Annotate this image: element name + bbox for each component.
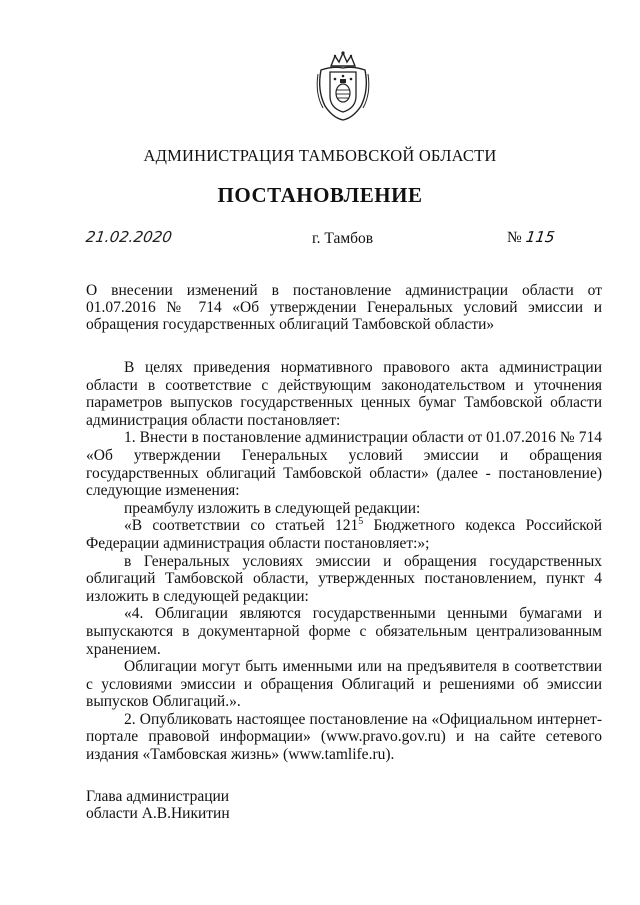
organization-title: АДМИНИСТРАЦИЯ ТАМБОВСКОЙ ОБЛАСТИ [143,146,497,165]
preamble-text-start: «В соответствии со статьей 121 [124,517,359,535]
paragraph-general-conditions: в Генеральных условиях эмиссии и обращения государственных облигаций Тамбовской области, утвержденных постановлением, пункт 4 изложить в следующей редакции: [86,552,602,605]
document-type-heading: ПОСТАНОВЛЕНИЕ [217,183,423,207]
signature-name: области А.В.Никитин [86,805,230,822]
paragraph-bonds-type: Облигации могут быть именными или на предъявителя в соответствии с условиями эмиссии и обращения Облигаций и решениями об эмиссии выпусков Облигаций.». [86,658,602,711]
paragraph-item-2: 2. Опубликовать настоящее постановление на «Официальном интернет-портале правовой информации» (www.pravo.gov.ru) и на сайте сетевого издания «Тамбовская жизнь» (www.tamlife.ru). [86,710,602,764]
handwritten-date: 21.02.2020 [84,228,174,246]
number-prefix: № [507,229,522,246]
paragraph-item-1: 1. Внести в постановление администрации области от 01.07.2016 № 714 «Об утверждении Генеральных условий эмиссии и обращения государственных облигаций Тамбовской области» (далее - постановление) следующие изменения: [86,429,602,500]
paragraph-preamble: В целях приведения нормативного правового акта администрации области в соответствие с действующим законодательством и уточнения параметров выпусков государственных ценных бумаг Тамбовской области администрация области постановляет: [86,359,602,429]
signature-position: Глава администрации [86,788,230,805]
document-body [86,359,602,764]
document-subject: О внесении изменений в постановление администрации области от 01.07.2016 № 714 «Об утверждении Генеральных условий эмиссии и обращения государственных облигаций Тамбовской области» [86,282,602,333]
paragraph-preamble-text [86,517,602,552]
document-number [507,228,554,247]
handwritten-number: 115 [524,228,556,246]
signature-block [86,788,230,822]
paragraph-preamble-change: преамбулу изложить в следующей редакции: [124,499,421,517]
city-label: г. Тамбов [312,230,374,247]
coat-of-arms-icon [313,50,373,122]
article-superscript: 5 [358,516,364,528]
preamble-text-end: Бюджетного кодекса Российской Федерации администрация области постановляет:»; [86,517,603,552]
paragraph-point-4: «4. Облигации являются государственными ценными бумагами и выпускаются в документарной форме с обязательным централизованным хранением. [86,605,602,658]
